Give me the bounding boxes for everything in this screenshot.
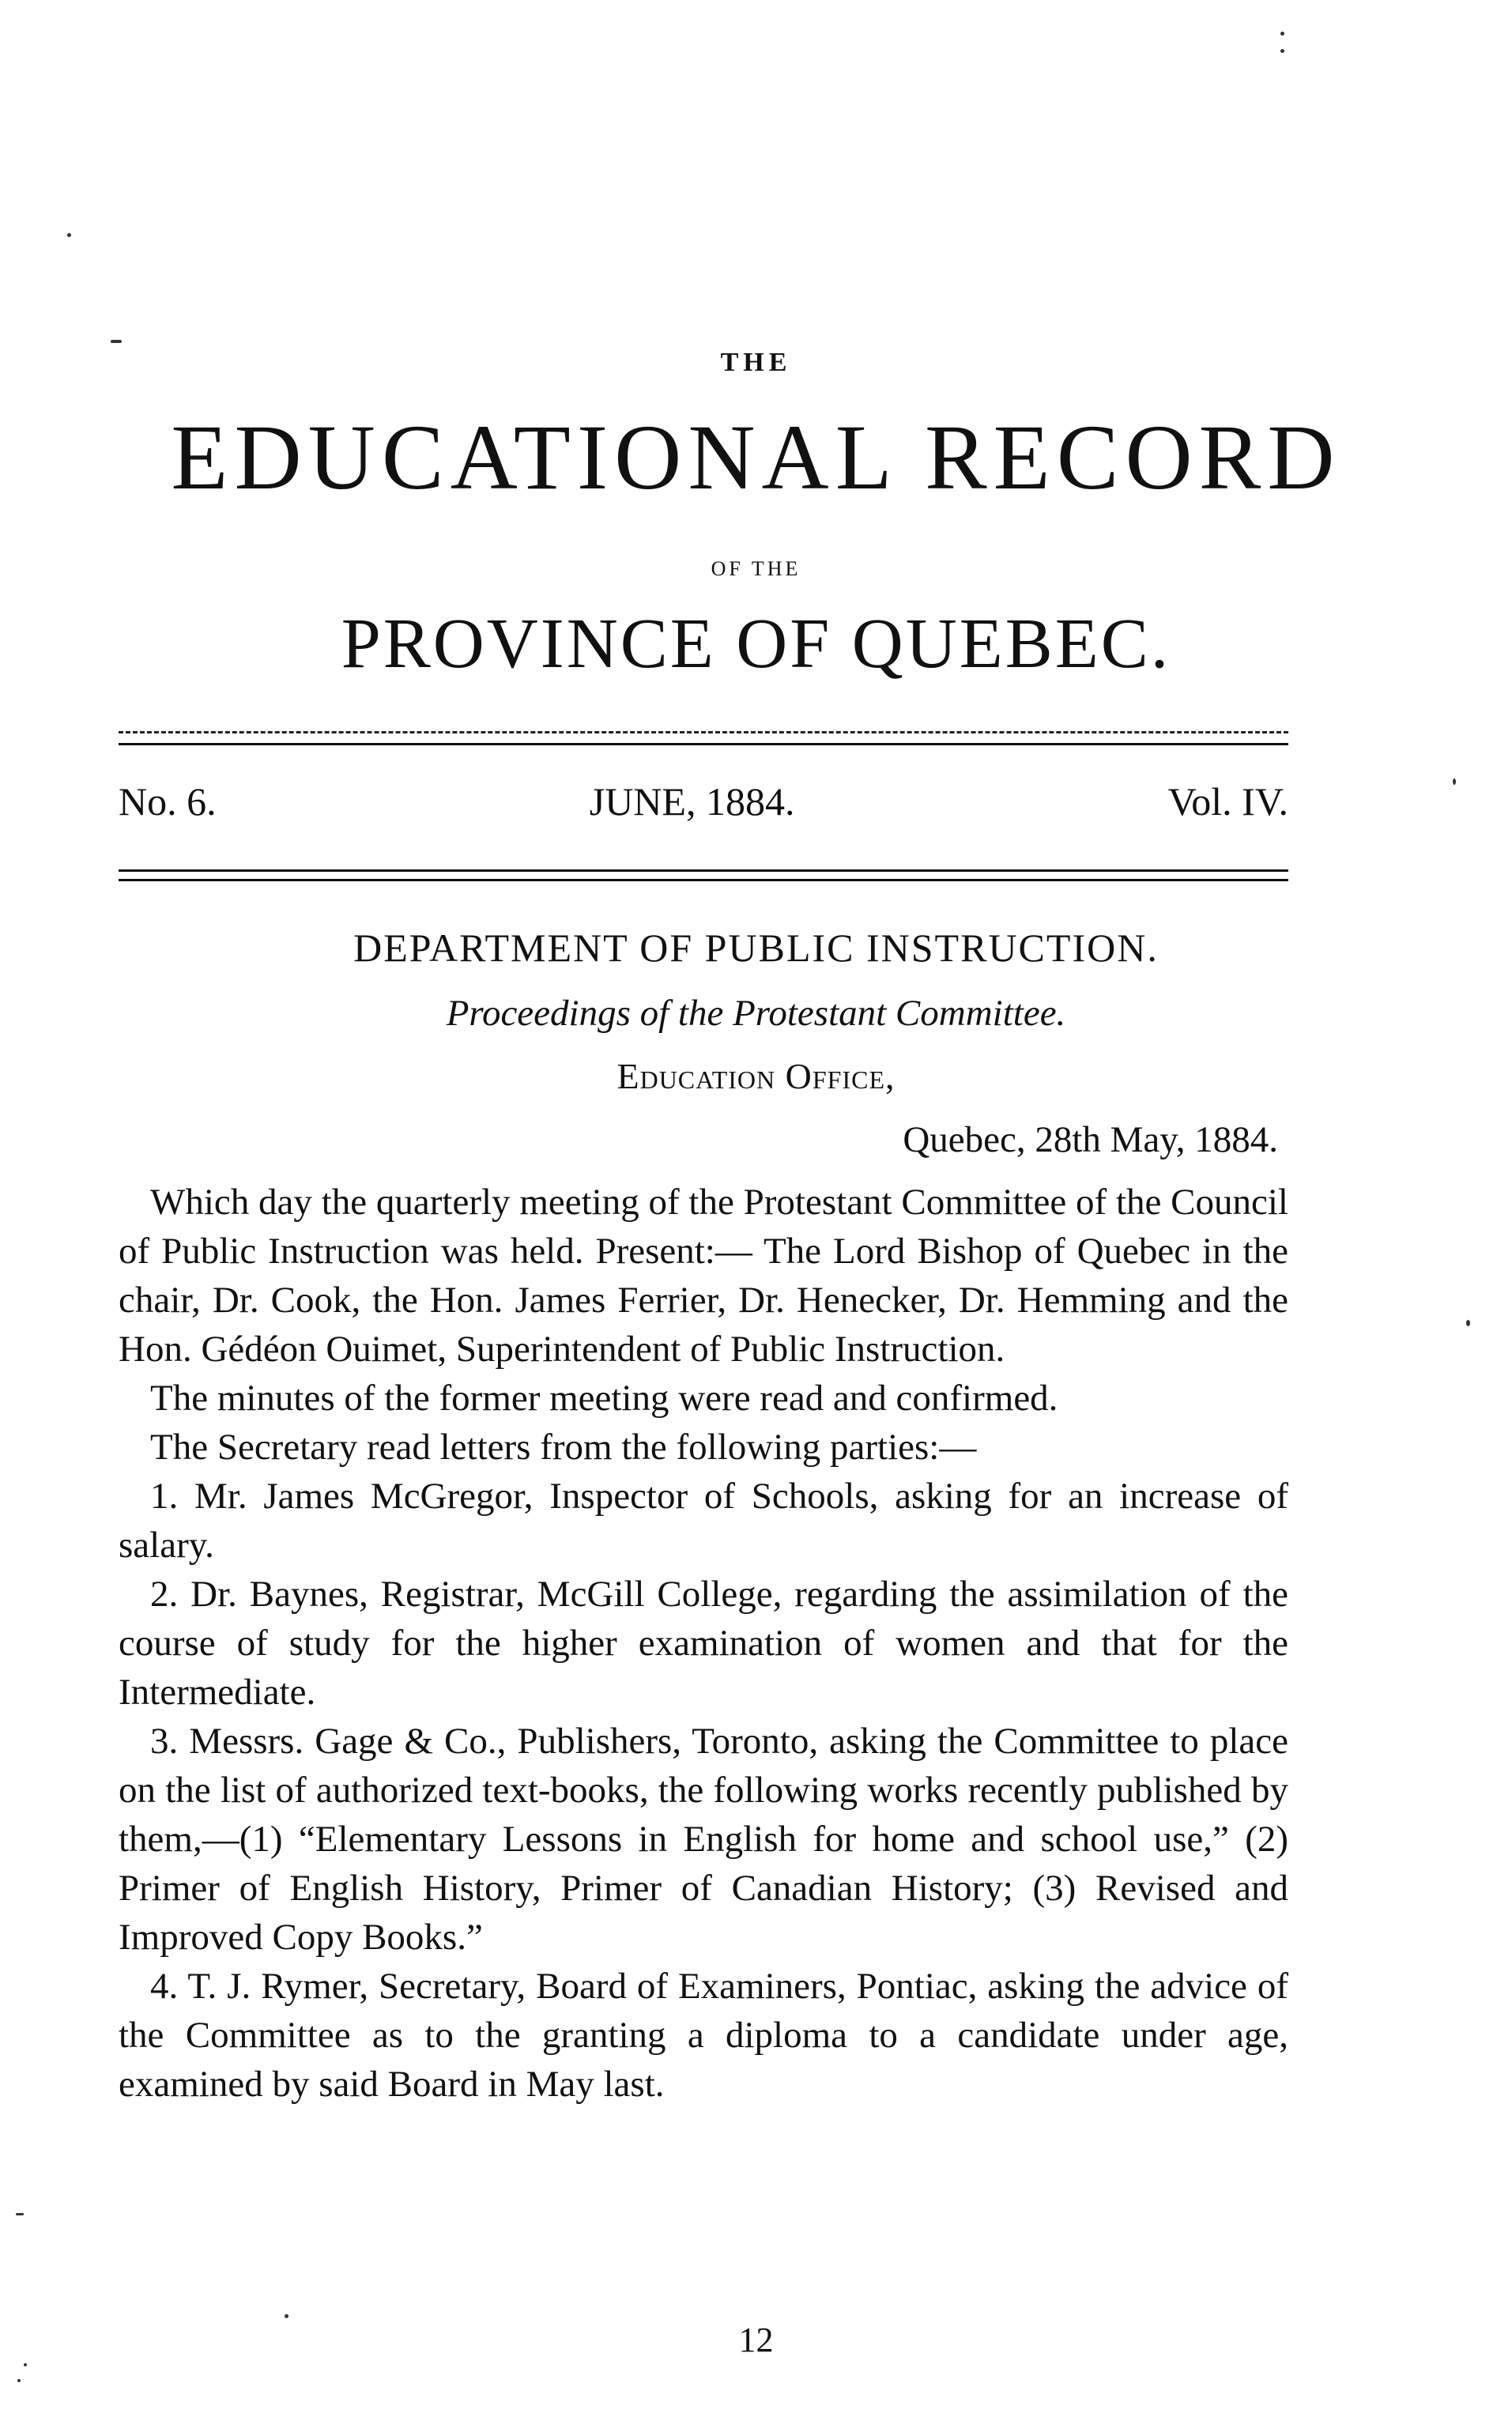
issue-date: JUNE, 1884. <box>589 779 795 824</box>
header-the: THE <box>720 348 792 377</box>
list-item-2: 2. Dr. Baynes, Registrar, McGill College, regarding the assimilation of the course of study for the higher examination of women and that for the Intermediate. <box>119 1574 1288 1713</box>
header-of-the: OF THE <box>711 557 801 580</box>
dateline: Quebec, 28th May, 1884. <box>903 1119 1278 1160</box>
issue-number: No. 6. <box>119 779 217 824</box>
scan-speck <box>285 2314 288 2318</box>
office-line: Education Office, <box>616 1056 896 1096</box>
list-item-3: 3. Messrs. Gage & Co., Publishers, Toronto, asking the Committee to place on the list of authorized text-books, the following works recently published by them,—(1) “Elementary Lessons in English for home and school use,” (2) Primer of English History, Primer of Canadian History; (3) Revised and Improved Copy Books.” <box>119 1721 1288 1958</box>
page-number: 12 <box>738 2321 774 2359</box>
body-text <box>119 1178 1288 2109</box>
issue-line <box>119 779 1288 824</box>
scan-speck <box>1453 779 1456 785</box>
scan-speck <box>111 340 122 343</box>
divider-rule-1 <box>119 869 1288 872</box>
scan-speck <box>16 2213 24 2215</box>
scan-speck <box>1280 32 1284 36</box>
scan-speck <box>1280 49 1284 53</box>
scan-speck <box>24 2363 27 2366</box>
top-rule-dashed <box>119 731 1288 733</box>
journal-subtitle: PROVINCE OF QUEBEC. <box>341 605 1171 683</box>
paragraph-minutes: The minutes of the former meeting were read and confirmed. <box>150 1378 1058 1419</box>
top-rule-solid <box>119 743 1288 745</box>
scan-speck <box>67 233 71 237</box>
divider-rule-2 <box>119 879 1288 881</box>
list-item-4: 4. T. J. Rymer, Secretary, Board of Examiners, Pontiac, asking the advice of the Committee as to the granting a diploma to a candidate under age, examined by said Board in May last. <box>119 1966 1288 2105</box>
journal-title: EDUCATIONAL RECORD <box>171 405 1341 509</box>
scan-speck <box>17 2379 21 2382</box>
issue-volume: Vol. IV. <box>1167 779 1288 824</box>
paragraph-letters: The Secretary read letters from the following parties:— <box>150 1427 977 1468</box>
section-subheading: Proceedings of the Protestant Committee. <box>446 993 1066 1034</box>
section-heading: DEPARTMENT OF PUBLIC INSTRUCTION. <box>353 926 1159 970</box>
paragraph-meeting: Which day the quarterly meeting of the Protestant Committee of the Council of Public Instruction was held. Present:— The Lord Bishop of Quebec in the chair, Dr. Cook, the Hon. James Ferrier, Dr. Henecker, Dr. Hemming and the Hon. Gédéon Ouimet, Superintendent of Public Instruction. <box>119 1182 1288 1370</box>
list-item-1: 1. Mr. James McGregor, Inspector of Schools, asking for an increase of salary. <box>119 1476 1288 1566</box>
scan-speck <box>1466 1320 1470 1326</box>
